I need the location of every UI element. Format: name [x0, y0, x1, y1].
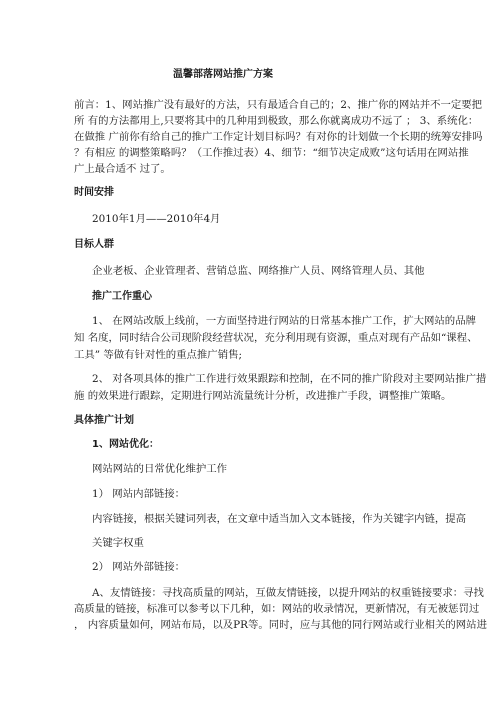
- intro-line-3: 在做推 广前你有给自己的推广工作定计划目标吗？有对你的计划做一个长期的统筹安排吗: [74, 131, 483, 143]
- focus-para1-line-1: 1、 在网站改版上线前，一方面坚持进行网站的日常基本推广工作，扩大网站的品牌: [92, 315, 476, 327]
- optimization-heading: 1、网站优化：: [92, 439, 159, 450]
- schedule-text: 2010年1月——2010年4月: [92, 213, 221, 225]
- focus-para1-line-3: 工具” 等做有针对性的重点推广销售;: [74, 349, 242, 361]
- external-links-line-3: ， 内容质量如何，网站布局，以及PR等。同时，应与其他的同行网站或行业相关的网站进: [74, 619, 487, 631]
- document-title: 温馨部落网站推广方案: [173, 69, 273, 80]
- internal-links-line-2: 关键字权重: [92, 537, 144, 549]
- schedule-heading: 时间安排: [74, 187, 114, 198]
- focus-para1-line-2: 知 名度，同时结合公司现阶段经营状况，充分利用现有资源，重点对现有产品如“课程、: [74, 332, 478, 344]
- optimization-text: 网站网站的日常优化维护工作: [92, 463, 228, 475]
- audience-text: 企业老板、企业管理者、营销总监、网络推广人员、网络管理人员、其他: [92, 265, 425, 277]
- focus-heading: 推广工作重心: [92, 291, 152, 302]
- focus-para2-line-2: 施 的效果进行跟踪，定期进行网站流量统计分析，改进推广手段，调整推广策略。: [74, 390, 452, 402]
- intro-line-4: ？有相应 的调整策略吗？（工作推过表）4、细节：“细节决定成败”这句话用在网站推: [74, 147, 469, 159]
- internal-links-heading: 1） 网站内部链接：: [92, 488, 186, 500]
- internal-links-line-1: 内容链接，根据关键词列表，在文章中适当加入文本链接，作为关键字内链，提高: [92, 513, 467, 525]
- audience-heading: 目标人群: [74, 239, 114, 250]
- intro-line-1: 前言：1、网站推广没有最好的方法，只有最适合自己的；2、推广你的网站并不一定要把: [74, 99, 483, 111]
- focus-para2-line-1: 2、 对各项具体的推广工作进行效果跟踪和控制，在不同的推广阶段对主要网站推广措: [92, 373, 487, 385]
- plan-heading: 具体推广计划: [74, 415, 134, 426]
- intro-line-2: 所 有的方法都用上,只要将其中的几种用到极致，那么你就离成功不远了 ； 3、系统化：: [74, 115, 479, 127]
- external-links-heading: 2） 网站外部链接：: [92, 561, 186, 573]
- external-links-line-1: A、友情链接：寻找高质量的网站，互做友情链接，以提升网站的权重链接要求：寻找: [92, 587, 484, 599]
- external-links-line-2: 高质量的链接，标准可以参考以下几种，如：网站的收录情况，更新情况，有无被惩罚过: [74, 603, 480, 615]
- intro-line-5: 广上最合适不 过了。: [74, 163, 171, 175]
